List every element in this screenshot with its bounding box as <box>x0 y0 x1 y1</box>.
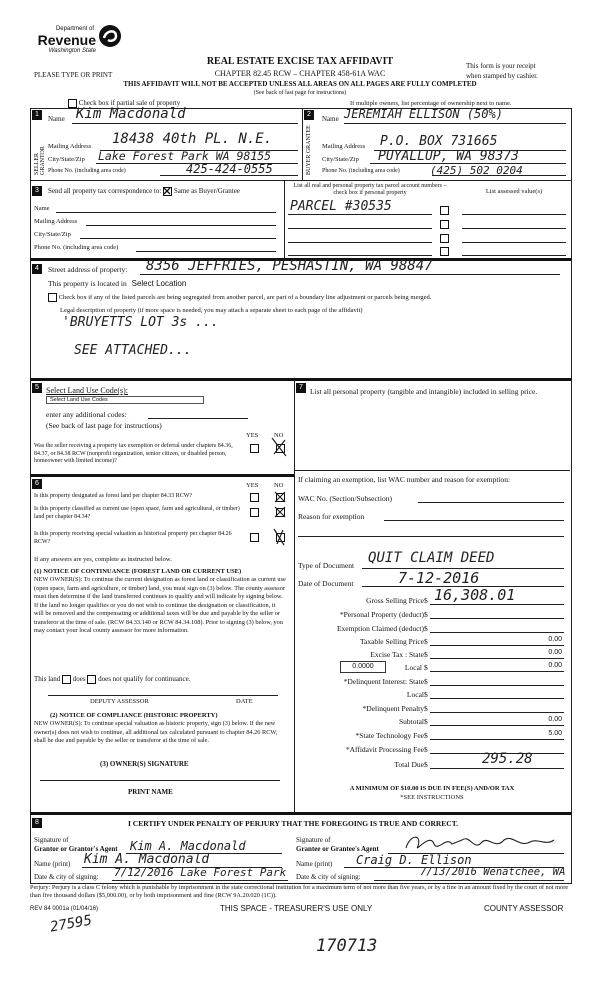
street-label: Street address of property: <box>48 265 128 274</box>
excise-state-label: Excise Tax : State <box>370 650 424 659</box>
wac-line <box>418 502 564 503</box>
corr-phone-label: Phone No. (including area code) <box>34 244 119 251</box>
does-not-checkbox[interactable] <box>87 675 96 684</box>
grantee-name-label: Name (print) <box>296 860 333 868</box>
notice2-text: NEW OWNER(S): To continue special valuation as historic property, sign (3) below. If the new owner(s) does not wish to continue, all additional tax calculated pursuant to chapter 84.26 RCW, shall be due and payable by the seller or transferor at the time of sale. <box>34 720 278 744</box>
section-2-number: 2 <box>304 110 314 120</box>
does-label: does <box>72 675 86 684</box>
total-line <box>430 768 564 769</box>
additional-codes-label: enter any additional codes: <box>46 410 127 419</box>
affidavit-fee-dollar: $ <box>424 745 428 754</box>
does-not-label: does not <box>98 675 122 684</box>
seller-name-label: Name <box>48 115 65 123</box>
qualify-label: qualify for continuance. <box>123 675 191 684</box>
taxable-label: Taxable Selling Price <box>359 637 424 646</box>
parcel-line-2 <box>288 228 432 229</box>
doc-date[interactable]: 7-12-2016 <box>398 569 480 587</box>
exempt-line <box>430 632 564 633</box>
same-as-buyer-label: Same as Buyer/Grantee <box>173 187 240 196</box>
buyer-phone[interactable]: (425) 502 0204 <box>430 164 523 177</box>
dor-swirl-icon <box>98 24 122 48</box>
send-correspondence <box>48 187 240 196</box>
personal-dollar: $ <box>424 610 428 619</box>
corr-mailing-line <box>86 225 276 226</box>
taxable-amount[interactable]: 0.00 <box>548 636 562 643</box>
doc-type-label: Type of Document <box>298 561 355 570</box>
corr-name-label: Name <box>34 205 50 212</box>
same-as-buyer-checkbox[interactable] <box>163 187 172 196</box>
s6-q3-yes-checkbox[interactable] <box>250 533 259 542</box>
grantee-date-label: Date & city of signing: <box>296 873 361 881</box>
subtotal-line <box>430 725 564 726</box>
s6-q1-no-mark-icon <box>274 491 286 503</box>
legal-label: Legal description of property (if more space is needed, you may attach a separate sheet to each page of the affidavit) <box>60 307 363 314</box>
section-4-number: 4 <box>32 264 42 274</box>
corr-city-line <box>80 238 276 239</box>
assessed-line-2 <box>462 228 566 229</box>
excise-state-dollar: $ <box>424 650 428 659</box>
buyer-address[interactable]: P.O. BOX 731665 <box>380 134 498 149</box>
located-row <box>48 279 189 288</box>
land-use-label: Select Land Use Code(s): <box>46 386 128 395</box>
tech-fee-label: *State Technology Fee <box>355 731 424 740</box>
exemption-claim-label: If claiming an exemption, list WAC number and reason for exemption: <box>298 475 511 484</box>
grantee-date-city[interactable]: 7/13/2016 Wenatchee, WA <box>420 866 566 878</box>
doc-type[interactable]: QUIT CLAIM DEED <box>368 550 495 566</box>
see-instructions: *SEE INSTRUCTIONS <box>400 794 464 801</box>
interest-local-line <box>430 698 564 699</box>
certify-statement: I CERTIFY UNDER PENALTY OF PERJURY THAT THE FOREGOING IS TRUE AND CORRECT. <box>128 819 459 828</box>
partial-sale-label: Check box if partial sale of property <box>78 99 181 108</box>
handwritten-number-1: 27595 <box>48 912 94 936</box>
s6-q3: Is this property receiving special valuation as historical property per chapter 84.26 RCW? <box>34 531 232 545</box>
interest-local-label: Local <box>406 690 424 699</box>
checkmark-x-icon <box>163 187 171 195</box>
interest-label: *Delinquent Interest: State <box>343 677 424 686</box>
wac-label: WAC No. (Section/Subsection) <box>298 494 392 503</box>
owner-signature-label: (3) OWNER(S) SIGNATURE <box>100 760 189 768</box>
taxable-dollar: $ <box>424 637 428 646</box>
segregated-row <box>48 293 558 302</box>
tech-fee-line <box>430 739 564 740</box>
location-select[interactable]: Select Location <box>129 279 190 288</box>
affidavit-fee-label: *Affidavit Processing Fee <box>345 745 424 754</box>
receipt-note-2: when stamped by cashier. <box>466 72 538 80</box>
personal-property-checkbox-2[interactable] <box>440 220 449 229</box>
personal-property-checkbox-1[interactable] <box>440 206 449 215</box>
treasurer-note: THIS SPACE - TREASURER'S USE ONLY <box>220 904 373 913</box>
personal-label: *Personal Property (deduct) <box>339 610 424 619</box>
local-amount[interactable]: 0.00 <box>548 662 562 669</box>
section-1-number: 1 <box>32 110 42 120</box>
gross-dollar: $ <box>424 596 428 605</box>
local-dollar: $ <box>424 663 428 672</box>
s5-no-mark-icon <box>270 436 288 458</box>
buyer-side-label: BUYER GRANTEE <box>306 125 312 175</box>
grantor-date-line <box>112 880 288 881</box>
parcel-header: List all real and personal property tax parcel account numbers – check box if personal property <box>293 183 447 196</box>
seller-name-line <box>72 123 298 124</box>
penalty-line <box>430 712 564 713</box>
grantor-date-city[interactable]: 7/12/2016 Lake Forest Park <box>114 866 287 879</box>
minimum-note: A MINIMUM OF $10.00 IS DUE IN FEE(S) AND/OR TAX <box>349 785 515 792</box>
segregated-label: Check box if any of the listed parcels are being segregated from another parcel, are part of a boundary line adjustment or parcels being merged. <box>58 293 432 301</box>
please-type: PLEASE TYPE OR PRINT <box>34 71 113 79</box>
seller-city-label: City/State/Zip <box>48 156 85 163</box>
excise-state-amount[interactable]: 0.00 <box>548 649 562 656</box>
located-label: This property is located in <box>48 279 127 288</box>
seller-address[interactable]: 18438 40th PL. N.E. <box>112 131 273 147</box>
reason-line <box>384 520 564 521</box>
interest-dollar: $ <box>424 677 428 686</box>
buyer-address-label: Mailing Address <box>322 143 366 150</box>
corr-phone-line <box>136 251 276 252</box>
penalty-dollar: $ <box>424 704 428 713</box>
gross-label: Gross Selling Price <box>366 596 424 605</box>
owner-signature-line <box>40 780 280 781</box>
receipt-note-1: This form is your receipt <box>466 62 536 70</box>
subtotal-amount[interactable]: 0.00 <box>548 716 562 723</box>
buyer-city-label: City/State/Zip <box>322 156 359 163</box>
grantor-signature[interactable]: Kim A. Macdonald <box>130 839 246 853</box>
local-label: Local <box>404 663 422 672</box>
s6-q2-no-mark-icon <box>274 506 286 518</box>
print-name-label: PRINT NAME <box>128 788 173 796</box>
personal-line <box>430 618 564 619</box>
land-use-select[interactable]: Select Land Use Codes <box>46 396 204 404</box>
corr-name-line <box>56 212 276 213</box>
exemption-question: Was the seller receiving a property tax exemption or deferral under chapters 84.36, 84.37, or 84.38 RCW (nonprofit organization, senior citizen, or disabled person, homeowner with limited income)? <box>34 443 233 464</box>
dor-logo <box>30 22 130 66</box>
s7-divider <box>294 470 570 471</box>
notice1-text: NEW OWNER(S): To continue the current designation as forest land or classification as current use (open space, farm and agriculture, or timber) land, you must sign on (3) below. The county assessor must then determine if the land transferred continues to qualify and will indicate by signing below. If the land no longer qualifies or you do not wish to continue the designation or classification, it will be removed and the compensating or additional taxes will be due and payable by the seller or transferor at the time of sale. (RCW 84.33.140 or RCW 84.34.108). Prior to signing (3) below, you may contact your local county assessor for more information. <box>34 576 286 634</box>
this-land-row <box>34 675 190 684</box>
s6-no: NO <box>274 482 284 489</box>
section-3-number: 3 <box>32 186 42 196</box>
gross-amount[interactable]: 16,308.01 <box>434 586 516 604</box>
does-checkbox[interactable] <box>62 675 71 684</box>
parcel-line-1 <box>288 214 432 215</box>
personal-property-checkbox-4[interactable] <box>440 247 449 256</box>
s6-q1-yes-checkbox[interactable] <box>250 493 259 502</box>
s6-q2: Is this property classified as current use (open space, farm and agricultural, or timber) land per chapter 84.34? <box>34 506 240 520</box>
corr-city-label: City/State/Zip <box>34 231 71 238</box>
seller-address-label: Mailing Address <box>48 143 92 150</box>
logo-dept: Department of <box>55 26 94 32</box>
seller-name[interactable]: Kim Macdonald <box>76 106 186 122</box>
this-land-label: This land <box>34 675 61 684</box>
street-address[interactable]: 8356 JEFFRIES, PESHASTIN, WA 98847 <box>146 258 433 274</box>
buyer-city[interactable]: PUYALLUP, WA 98373 <box>378 149 519 164</box>
rev-number: REV 84 0001a (01/04/16) <box>30 906 99 912</box>
section-5-number: 5 <box>32 383 42 393</box>
grantor-print-name[interactable]: Kim A. Macdonald <box>84 852 210 867</box>
additional-codes-line <box>148 418 248 419</box>
form-warning: THIS AFFIDAVIT WILL NOT BE ACCEPTED UNLESS ALL AREAS ON ALL PAGES ARE FULLY COMPLETED <box>123 80 477 88</box>
excise-state-line <box>430 658 564 659</box>
s6-if-yes: If any answers are yes, complete as instructed below. <box>34 556 172 563</box>
interest-local-dollar: $ <box>424 690 428 699</box>
assessed-header: List assessed value(s) <box>485 188 543 195</box>
form-see-back: (See back of last page for instructions) <box>253 90 347 96</box>
gross-line <box>430 604 564 605</box>
form-chapter: CHAPTER 82.45 RCW – CHAPTER 458-61A WAC <box>214 69 386 78</box>
segregated-checkbox[interactable] <box>48 293 57 302</box>
personal-property-checkbox-3[interactable] <box>440 234 449 243</box>
parcel-divider <box>284 180 285 258</box>
buyer-phone-label: Phone No. (including area code) <box>322 168 400 174</box>
legal-description-1[interactable]: 'BRUYETTS LOT 3s ... <box>62 315 219 330</box>
legal-description-2[interactable]: SEE ATTACHED... <box>74 343 192 358</box>
multiple-owners-note: If multiple owners, list percentage of ownership next to name. <box>350 100 512 107</box>
exempt-dollar: $ <box>424 624 428 633</box>
assessed-line-4 <box>462 255 566 256</box>
subtotal-label: Subtotal <box>398 717 424 726</box>
reason-line-2 <box>298 536 564 537</box>
buyer-name-label: Name <box>322 115 339 123</box>
penalty-label: *Delinquent Penalty <box>362 704 424 713</box>
grantee-sig-label-2: Grantee or Grantee's Agent <box>296 845 379 853</box>
grantor-sig-label-1: Signature of <box>34 836 69 844</box>
tech-fee-dollar: $ <box>424 731 428 740</box>
reason-label: Reason for exemption <box>298 512 365 521</box>
land-use-see-back: (See back of last page for instructions) <box>46 421 162 430</box>
corr-mailing-label: Mailing Address <box>34 218 78 225</box>
grantee-print-name[interactable]: Craig D. Ellison <box>356 853 472 867</box>
grantee-sig-label-1: Signature of <box>296 836 331 844</box>
tech-fee-amount[interactable]: 5.00 <box>548 730 562 737</box>
s6-q2-yes-checkbox[interactable] <box>250 508 259 517</box>
parcel-1[interactable]: PARCEL #30535 <box>290 199 392 214</box>
assessed-line-3 <box>462 242 566 243</box>
s6-q3-no-mark-icon <box>272 527 286 547</box>
grantee-date-line <box>374 880 564 881</box>
deputy-date-label: DATE <box>236 698 253 705</box>
assessed-line-1 <box>462 214 566 215</box>
personal-property-label: List all personal property (tangible and intangible) included in selling price. <box>310 387 538 396</box>
parcel-line-4 <box>288 255 432 256</box>
logo-state: Washington State <box>48 48 96 54</box>
form-title: REAL ESTATE EXCISE TAX AFFIDAVIT <box>206 56 394 67</box>
subtotal-dollar: $ <box>424 717 428 726</box>
grantor-date-label: Date & city of signing: <box>34 873 99 881</box>
taxable-line <box>430 645 564 646</box>
section-8-number: 8 <box>32 818 42 828</box>
total-dollar: $ <box>424 760 428 769</box>
notice1-title: (1) NOTICE OF CONTINUANCE (FOREST LAND OR CURRENT USE) <box>34 568 242 575</box>
s5-no: NO <box>274 432 284 439</box>
total-label: Total Due <box>394 760 424 769</box>
rate-box[interactable]: 0.0000 <box>340 661 386 673</box>
buyer-name-line <box>344 123 566 124</box>
seller-side-label: SELLER GRANTOR <box>34 146 46 175</box>
send-correspondence-label: Send all property tax correspondence to: <box>48 187 162 196</box>
exempt-label: Exemption Claimed (deduct) <box>336 624 424 633</box>
total-amount[interactable]: 295.28 <box>482 751 533 767</box>
s5-yes: YES <box>246 432 259 439</box>
seller-phone[interactable]: 425-424-0555 <box>186 162 273 176</box>
deputy-line <box>48 695 278 696</box>
s6-yes: YES <box>246 482 259 489</box>
handwritten-number-2: 170713 <box>316 936 378 956</box>
perjury-notice: Perjury: Perjury is a class C felony which is punishable by imprisonment in the state correctional institution for a maximum term of not more than five years, or by a fine in an amount fixed by the court of not more than five thousand dollars ($5,000.00), or by both imprisonment and fine (RCW 9A.20.020 (1C)). <box>30 884 569 899</box>
grantor-sig-label-2: Grantor or Grantor's Agent <box>34 845 118 853</box>
logo-revenue: Revenue <box>37 32 96 48</box>
doc-date-label: Date of Document <box>298 579 354 588</box>
s5-yes-checkbox[interactable] <box>250 444 259 453</box>
s6-q1: Is this property designated as forest land per chapter 84.33 RCW? <box>34 493 193 499</box>
buyer-name[interactable]: JEREMIAH ELLISON (50%) <box>344 107 503 121</box>
grantor-name-label: Name (print) <box>34 860 71 868</box>
section-6-number: 6 <box>32 479 42 489</box>
deputy-label: DEPUTY ASSESSOR <box>90 698 149 705</box>
section-7-number: 7 <box>296 383 306 393</box>
parcel-line-3 <box>288 242 432 243</box>
interest-line <box>430 685 564 686</box>
seller-city[interactable]: Lake Forest Park WA 98155 <box>98 149 272 163</box>
seller-phone-label: Phone No. (including area code) <box>48 168 126 174</box>
notice2-title: (2) NOTICE OF COMPLIANCE (HISTORIC PROPERTY) <box>50 712 218 719</box>
county-assessor: COUNTY ASSESSOR <box>484 904 564 913</box>
street-line <box>140 274 560 275</box>
local-line <box>430 671 564 672</box>
